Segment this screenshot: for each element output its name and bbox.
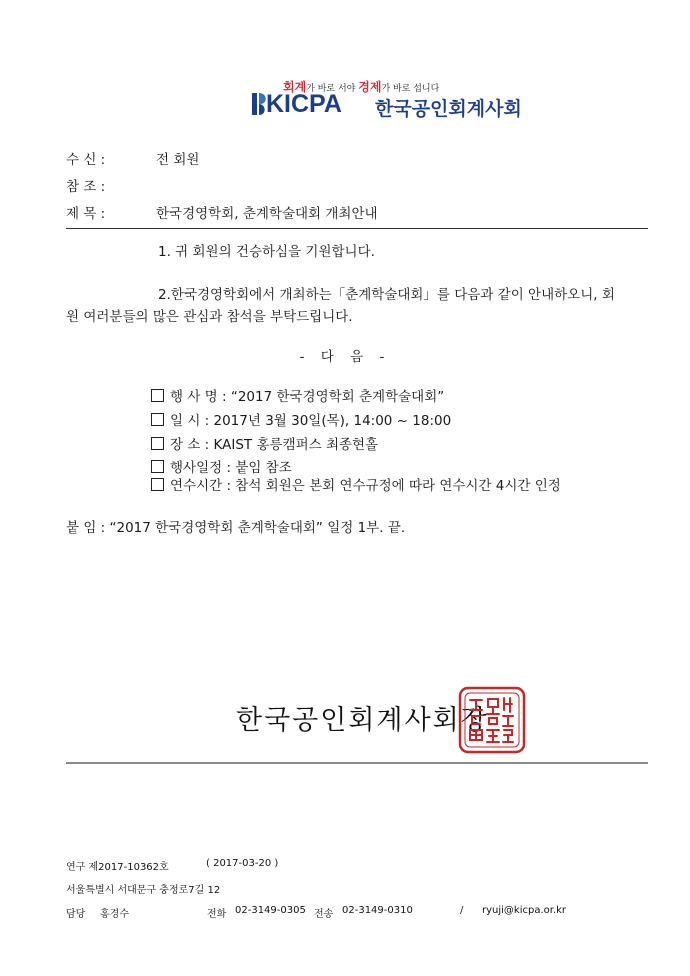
logo-wordmark: KICPA <box>266 90 342 118</box>
next-heading: - 다 음 - <box>299 349 391 365</box>
phone-number: 02-3149-0305 <box>235 905 306 916</box>
checkbox-icon <box>151 437 164 450</box>
email-address: ryuji@kicpa.or.kr <box>482 905 567 916</box>
logo-org-name: 한국공인회계사회 <box>375 98 522 120</box>
contact-label: 담당 <box>66 909 86 920</box>
recipient-value: 전 회원 <box>156 152 200 168</box>
separator: / <box>460 905 464 916</box>
list-item: 행사일정 : 붙임 참조 <box>151 456 292 476</box>
paragraph-1: 1. 귀 회원의 건승하심을 기원합니다. <box>158 244 375 260</box>
signature-divider <box>66 762 648 764</box>
fax-number: 02-3149-0310 <box>342 905 413 916</box>
reference-label: 참 조 : <box>66 179 106 195</box>
document-date: ( 2017-03-20 ) <box>206 858 279 869</box>
signature-name: 한국공인회계사회장 <box>236 705 489 736</box>
official-seal-icon <box>456 684 528 756</box>
checkbox-icon <box>151 460 164 473</box>
subject-label: 제 목 : <box>66 206 106 222</box>
list-item: 행 사 명 : “2017 한국경영학회 춘계학술대회” <box>151 385 444 405</box>
checkbox-icon <box>151 413 164 426</box>
checkbox-icon <box>151 389 164 402</box>
paragraph-2-line-1: 2.한국경영학회에서 개최하는「춘계학술대회」를 다음과 같이 안내하오니, 회 <box>158 287 615 303</box>
checkbox-icon <box>151 478 164 491</box>
address: 서울특별시 서대문구 충정로7길 12 <box>66 885 221 896</box>
list-item: 일 시 : 2017년 3월 30일(목), 14:00 ~ 18:00 <box>151 409 451 429</box>
contact-name: 홍경수 <box>100 909 129 920</box>
fax-label: 전송 <box>314 909 334 920</box>
document-number: 연구 제2017-10362호 <box>66 862 169 873</box>
list-item: 연수시간 : 참석 회원은 본회 연수규정에 따라 연수시간 4시간 인정 <box>151 474 561 494</box>
paragraph-2-line-2: 원 여러분들의 많은 관심과 참석을 부탁드립니다. <box>66 309 353 325</box>
header-divider <box>66 228 648 229</box>
list-item: 장 소 : KAIST 홍릉캠퍼스 최종현홀 <box>151 433 378 453</box>
attachment-note: 붙 임 : “2017 한국경영학회 춘계학술대회” 일정 1부. 끝. <box>66 520 406 536</box>
subject-value: 한국경영학회, 춘계학술대회 개최안내 <box>156 206 378 222</box>
logo-slogan: 회계가 바로 서야 경제가 바로 섭니다 <box>283 80 440 94</box>
phone-label: 전화 <box>207 909 227 920</box>
recipient-label: 수 신 : <box>66 152 106 168</box>
